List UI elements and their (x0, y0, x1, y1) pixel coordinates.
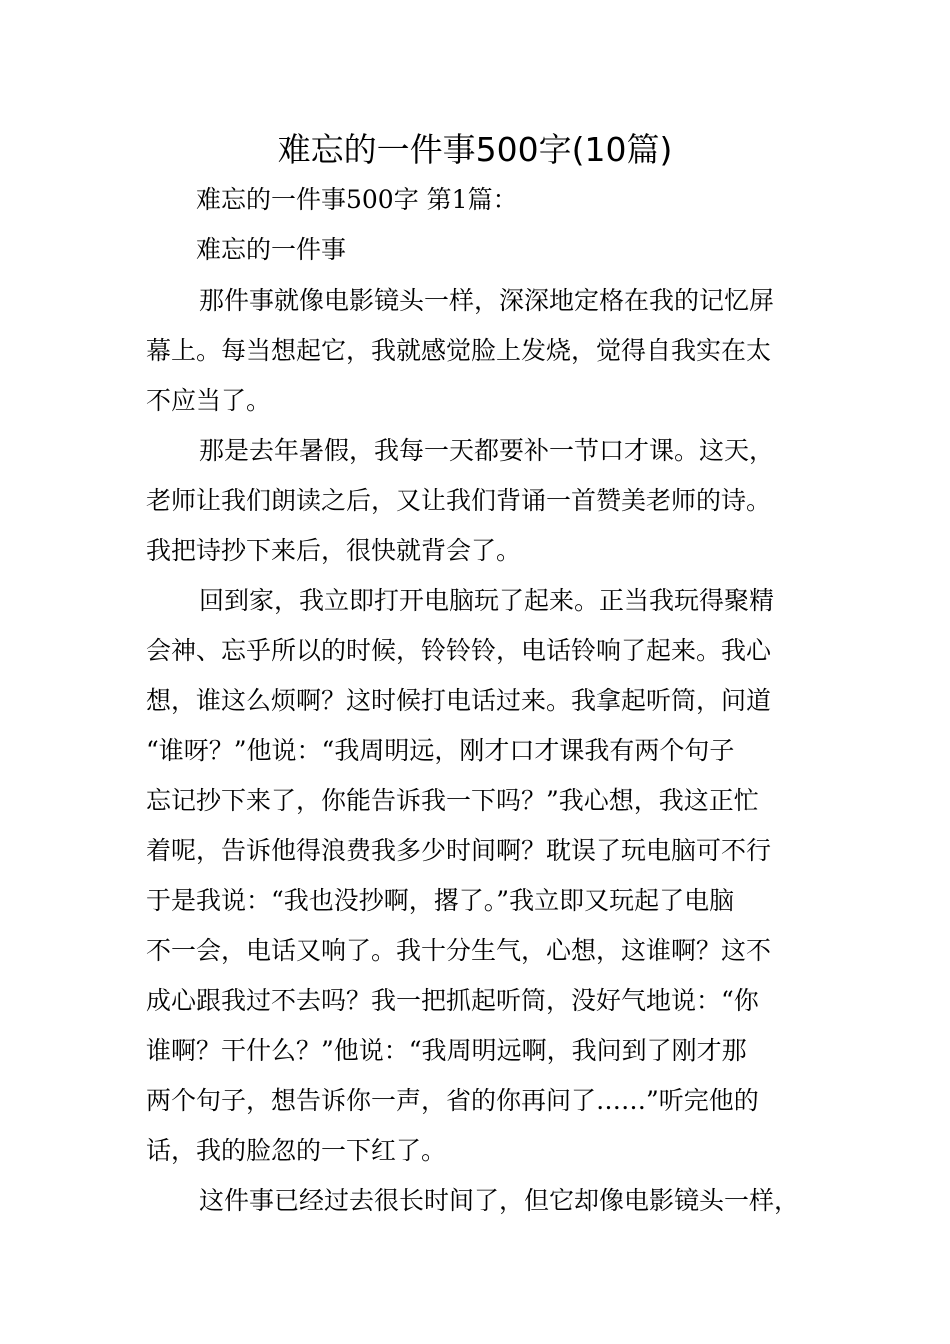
paragraph-line: 不应当了。 (146, 386, 272, 415)
paragraph-line: 话，我的脸忽的一下红了。 (146, 1136, 447, 1165)
paragraph-line: “谁呀？”他说：“我周明远，刚才口才课我有两个句子 (146, 736, 735, 765)
section-heading: 难忘的一件事500字 第1篇： (196, 185, 518, 214)
paragraph-line: 于是我说：“我也没抄啊，撂了。”我立即又玩起了电脑 (146, 886, 735, 915)
paragraph-line: 成心跟我过不去吗？我一把抓起听筒，没好气地说：“你 (146, 986, 759, 1015)
document-title: 难忘的一件事500字(10篇) (277, 130, 673, 169)
paragraph-line: 两个句子，想告诉你一声，省的你再问了……”听完他的 (146, 1086, 759, 1115)
paragraph-line: 不一会，电话又响了。我十分生气，心想，这谁啊？这不 (146, 936, 772, 965)
paragraph-line: 幕上。每当想起它，我就感觉脸上发烧，觉得自我实在太 (146, 336, 772, 365)
paragraph-line: 那件事就像电影镜头一样，深深地定格在我的记忆屏 (199, 286, 775, 315)
paragraph-line: 会神、忘乎所以的时候，铃铃铃，电话铃响了起来。我心 (146, 636, 772, 665)
paragraph-line: 回到家，我立即打开电脑玩了起来。正当我玩得聚精 (199, 586, 775, 615)
paragraph-line: 想，谁这么烦啊？这时候打电话过来。我拿起听筒，问道 (146, 686, 772, 715)
story-title: 难忘的一件事 (196, 235, 347, 264)
paragraph-line: 谁啊？干什么？”他说：“我周明远啊，我问到了刚才那 (146, 1036, 747, 1065)
paragraph-line: 我把诗抄下来后，很快就背会了。 (146, 536, 522, 565)
paragraph-line: 忘记抄下来了，你能告诉我一下吗？”我心想，我这正忙 (146, 786, 759, 815)
paragraph-line: 着呢，告诉他得浪费我多少时间啊？耽误了玩电脑可不行 (146, 836, 772, 865)
paragraph-line: 这件事已经过去很长时间了，但它却像电影镜头一样， (199, 1186, 800, 1215)
paragraph-line: 那是去年暑假，我每一天都要补一节口才课。这天， (199, 436, 775, 465)
paragraph-line: 老师让我们朗读之后，又让我们背诵一首赞美老师的诗。 (146, 486, 772, 515)
